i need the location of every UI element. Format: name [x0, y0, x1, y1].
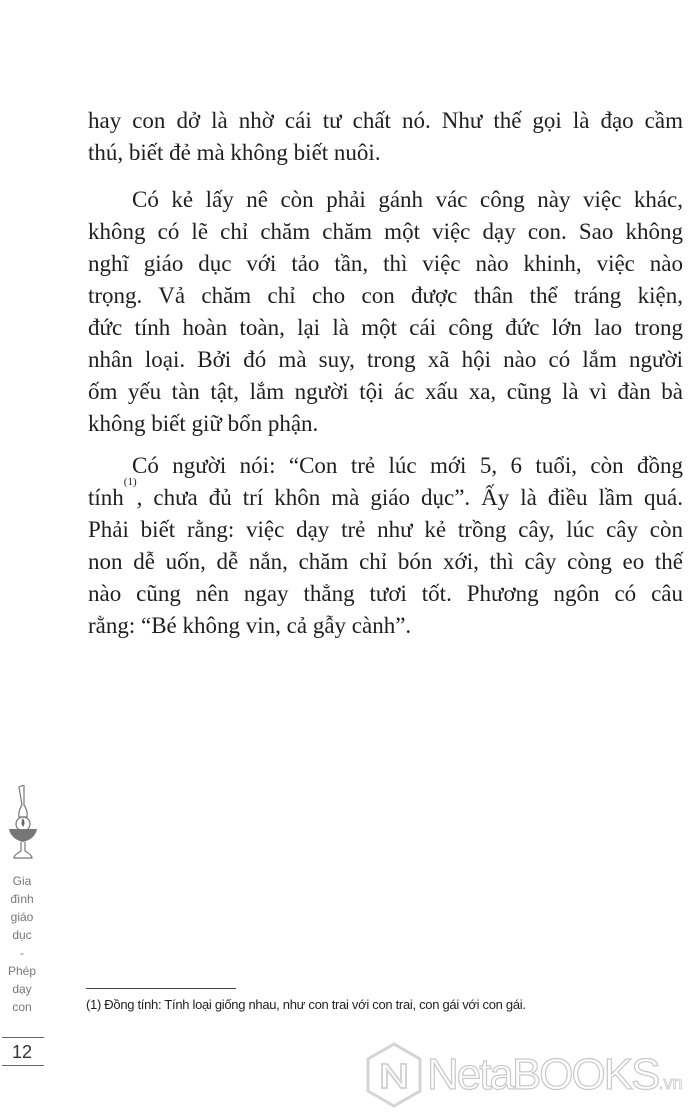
watermark-brand: NetaBOOKS — [427, 1050, 659, 1099]
book-title-vertical — [0, 872, 44, 1016]
title-word: - — [20, 946, 24, 960]
netabooks-logo-icon — [365, 1042, 423, 1108]
text-line: nghĩ giáo dục với tảo tần, thì việc nào khinh, việc nào — [88, 251, 683, 276]
oil-lamp-icon — [6, 785, 40, 860]
text-fragment: , chưa đủ trí khôn mà giáo dục”. Ấy là điều lầm quá. — [136, 485, 683, 510]
text-line: không biết giữ bổn phận. — [88, 411, 319, 436]
footnote-ref[interactable]: (1) — [123, 476, 137, 488]
text-line: hay con dở là nhờ cái tư chất nó. Như thế gọi là đạo cầm — [88, 108, 683, 133]
footnote: (1) Đồng tính: Tính loại giống nhau, như con trai với con trai, con gái với con gái. — [86, 997, 526, 1012]
title-word: dạy — [12, 982, 32, 996]
text-line: Có người nói: “Con trẻ lúc mới 5, 6 tuổi, còn đồng — [132, 453, 683, 478]
watermark — [365, 1042, 690, 1108]
text-line: trọng. Vả chăm chỉ cho con được thân thể tráng kiện, — [88, 283, 683, 308]
text-line: rằng: “Bé không vin, cả gẫy cành”. — [88, 613, 412, 638]
watermark-suffix: .vn — [658, 1073, 683, 1093]
text-line: đức tính hoàn toàn, lại là một cái công đức lớn lao trong — [88, 315, 683, 340]
text-line: ốm yếu tàn tật, lắm người tội ác xấu xa, cũng là vì đàn bà — [88, 379, 683, 404]
title-word: con — [12, 1000, 32, 1014]
title-word: Phép — [7, 964, 37, 978]
divider — [2, 1065, 44, 1066]
text-line: non dễ uốn, dễ nắn, chăm chỉ bón xới, thì cây còng eo thế — [88, 549, 683, 574]
title-word: Gia — [12, 874, 32, 888]
text-fragment: tính — [88, 485, 124, 510]
text-line: nhân loại. Bởi đó mà suy, trong xã hội nào có lắm người — [88, 347, 683, 372]
text-line: Phải biết rằng: việc dạy trẻ như kẻ trồng cây, lúc cây còn — [88, 517, 683, 542]
title-word: dục — [12, 928, 32, 942]
text-line: không có lẽ chỉ chăm chăm một việc dạy con. Sao không — [88, 219, 683, 244]
divider — [2, 1037, 44, 1038]
text-line: nào cũng nên ngay thẳng tươi tốt. Phương ngôn có câu — [88, 581, 683, 606]
text-line — [88, 476, 683, 514]
title-word: giáo — [10, 910, 34, 924]
footnote-rule — [86, 988, 236, 989]
title-word: đình — [10, 892, 34, 906]
watermark-text — [427, 1050, 682, 1108]
text-line: Có kẻ lấy nê còn phải gánh vác công này việc khác, — [132, 187, 683, 212]
page-number: 12 — [11, 1042, 33, 1062]
text-line: thú, biết đẻ mà không biết nuôi. — [88, 140, 381, 165]
